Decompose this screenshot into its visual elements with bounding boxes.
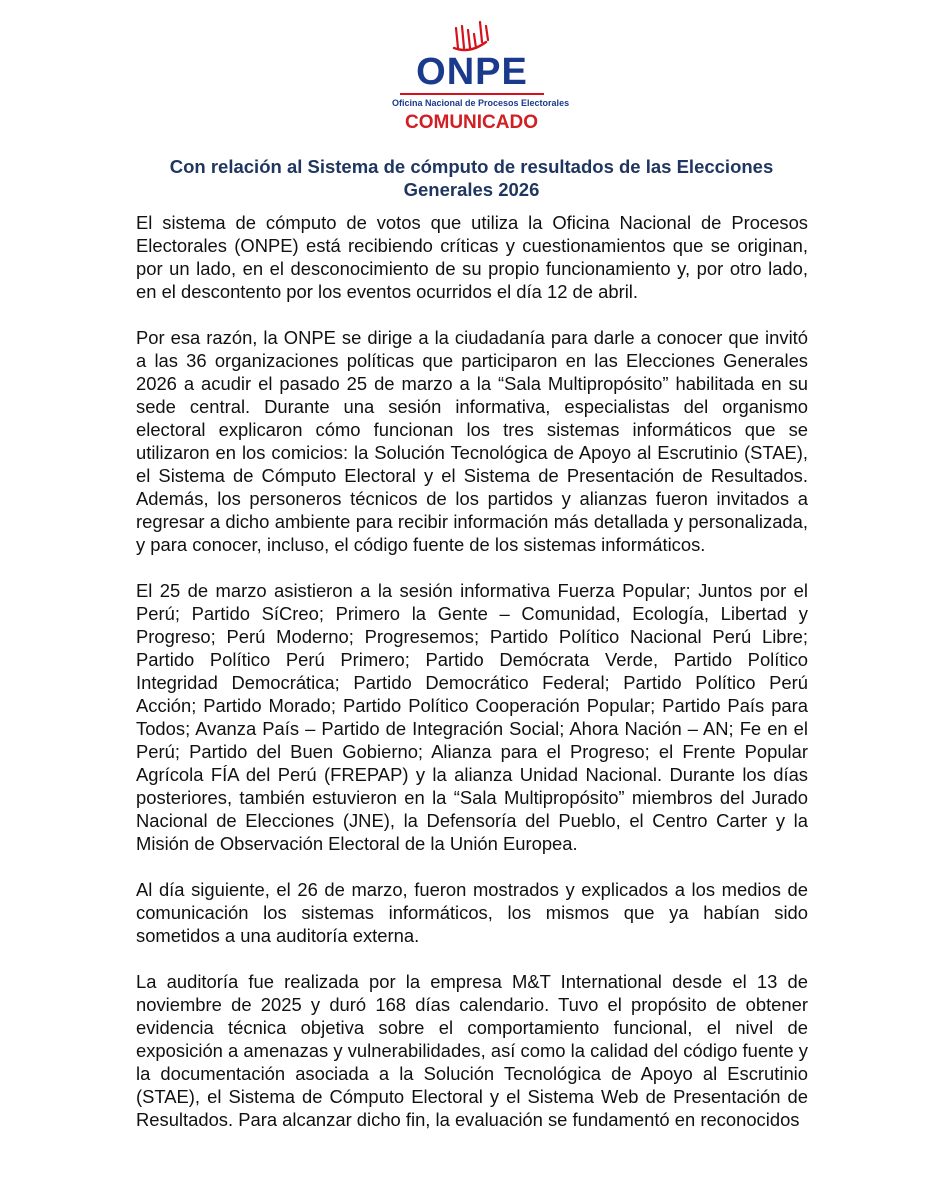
logo-wordmark: ONPE <box>416 51 528 93</box>
paragraph-1: El sistema de cómputo de votos que utiliza la Oficina Nacional de Procesos Electorales (ONPE) está recibiendo críticas y cuestionamientos que se originan, por un lado, en el desconocimiento de su propio funcionamiento y, por otro lado, en el descontento por los eventos ocurridos el día 12 de abril. <box>136 212 808 302</box>
logo-subtitle: Oficina Nacional de Procesos Electorales <box>392 98 570 108</box>
document-subtitle: Con relación al Sistema de cómputo de resultados de las Elecciones Generales 2026 <box>169 156 774 200</box>
logo-divider <box>400 93 544 95</box>
paragraph-3: El 25 de marzo asistieron a la sesión informativa Fuerza Popular; Juntos por el Perú; Partido SíCreo; Primero la Gente – Comunidad, Ecología, Libertad y Progreso; Perú Moderno; Progresemos; Partido Político Nacional Perú Libre; Partido Político Perú Primero; Partido Demócrata Verde, Partido Político Integridad Democrática; Partido Democrático Federal; Partido Político Perú Acción; Partido Morado; Partido Político Cooperación Popular; Partido País para Todos; Avanza País – Partido de Integración Social; Ahora Nación – AN; Fe en el Perú; Partido del Buen Gobierno; Alianza para el Progreso; el Frente Popular Agrícola FÍA del Perú (FREPAP) y la alianza Unidad Nacional. Durante los días posteriores, también estuvieron en la “Sala Multipropósito” miembros del Jurado Nacional de Elecciones (JNE), la Defensoría del Pueblo, el Centro Carter y la Misión de Observación Electoral de la Unión Europea. <box>136 580 808 854</box>
paragraph-4: Al día siguiente, el 26 de marzo, fueron mostrados y explicados a los medios de comunicación los sistemas informáticos, los mismos que ya habían sido sometidos a una auditoría externa. <box>136 879 808 946</box>
communique-heading: COMUNICADO <box>405 112 538 133</box>
onpe-logo <box>392 18 570 108</box>
document-body <box>136 211 808 1154</box>
paragraph-2: Por esa razón, la ONPE se dirige a la ciudadanía para darle a conocer que invitó a las 36 organizaciones políticas que participaron en las Elecciones Generales 2026 a acudir el pasado 25 de marzo a la “Sala Multipropósito” habilitada en su sede central. Durante una sesión informativa, especialistas del organismo electoral explicaron cómo funcionan los tres sistemas informáticos que se utilizaron en los comicios: la Solución Tecnológica de Apoyo al Escrutinio (STAE), el Sistema de Cómputo Electoral y el Sistema de Presentación de Resultados. Además, los personeros técnicos de los partidos y alianzas fueron invitados a regresar a dicho ambiente para recibir información más detallada y personalizada, y para conocer, incluso, el código fuente de los sistemas informáticos. <box>136 327 808 555</box>
ballot-hand-icon <box>450 18 494 54</box>
paragraph-5: La auditoría fue realizada por la empresa M&T International desde el 13 de noviembre de 2025 y duró 168 días calendario. Tuvo el propósito de obtener evidencia técnica objetiva sobre el comportamiento funcional, el nivel de exposición a amenazas y vulnerabilidades, así como la calidad del código fuente y la documentación asociada a la Solución Tecnológica de Apoyo al Escrutinio (STAE), el Sistema de Cómputo Electoral y el Sistema Web de Presentación de Resultados. Para alcanzar dicho fin, la evaluación se fundamentó en reconocidos <box>136 971 808 1130</box>
